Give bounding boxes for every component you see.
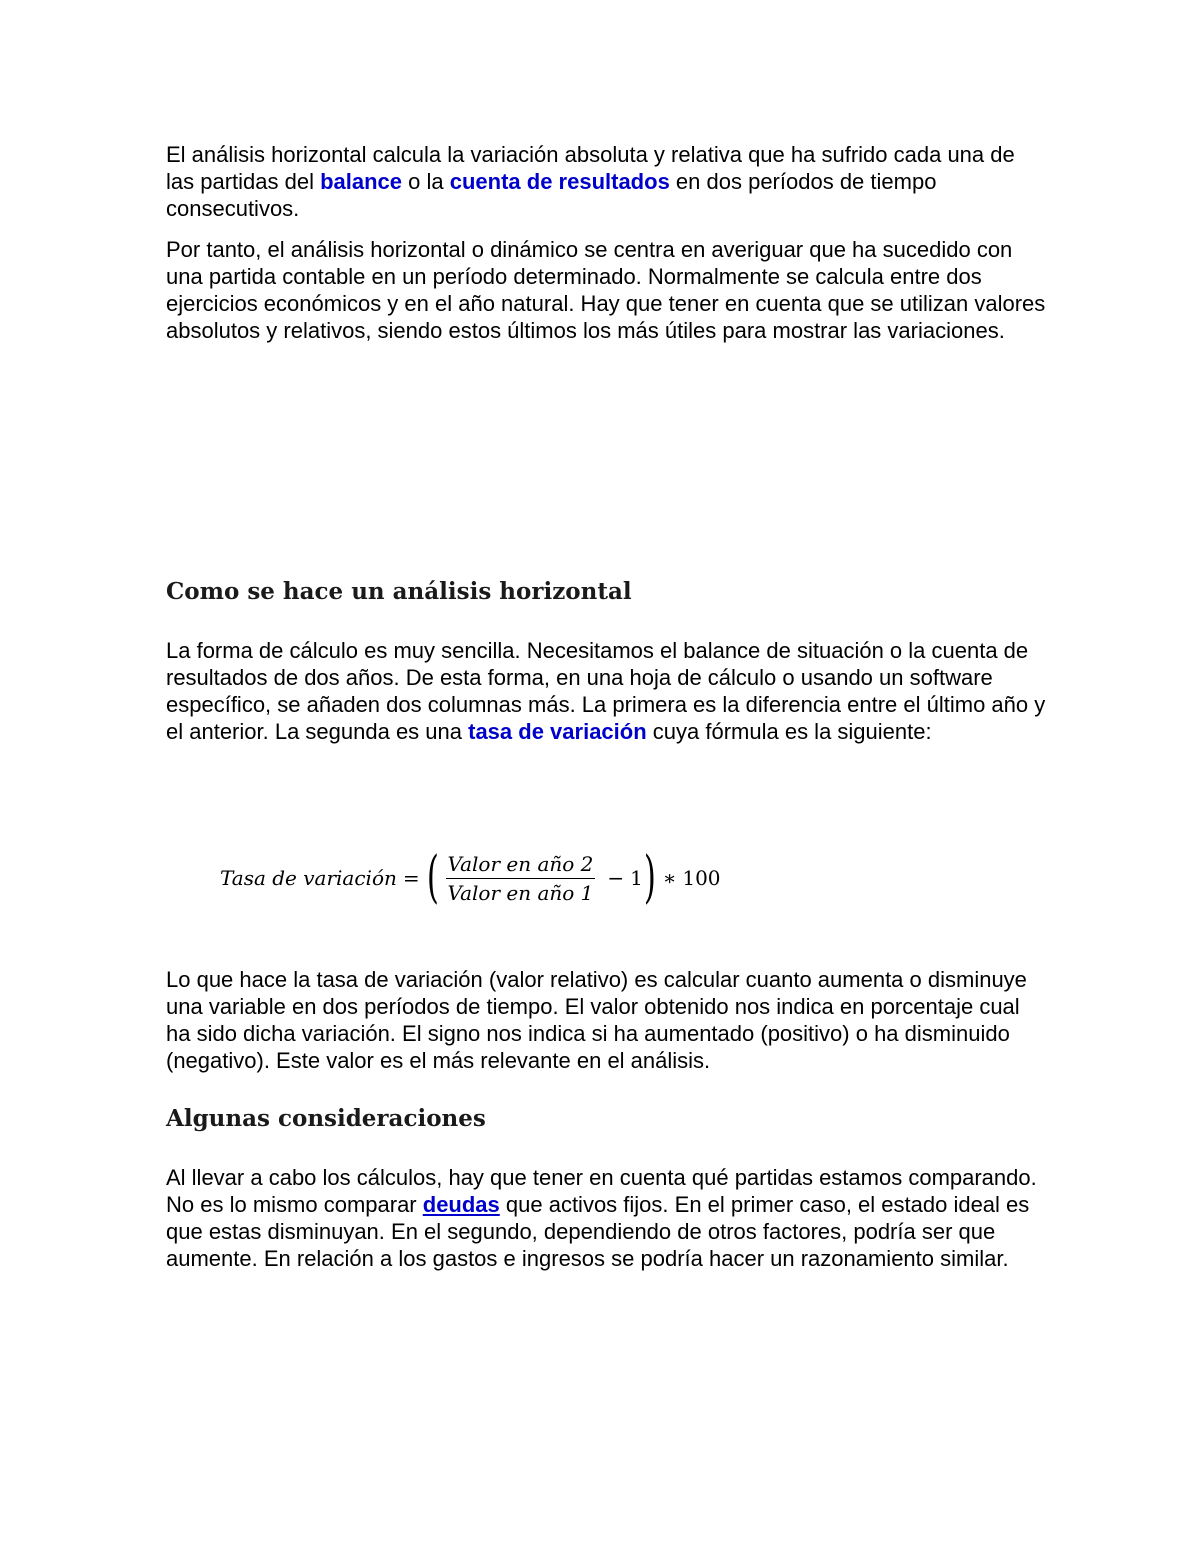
paragraph-text: cuya fórmula es la siguiente: bbox=[646, 719, 932, 744]
paragraph-text: o la bbox=[402, 169, 450, 194]
paragraph-text: Lo que hace la tasa de variación (valor relativo) es calcular cuanto aumenta o disminuye una variable en dos períodos de tiempo. El valor obtenido nos indica en porcentaje cual ha sido dicha variación. El signo nos indica si ha aumentado (positivo) o ha disminuido (negativo). Este valor es el más relevante en el análisis. bbox=[166, 967, 1027, 1073]
formula-numerator: Valor en año 2 bbox=[446, 852, 596, 879]
formula-one: 1 bbox=[630, 866, 643, 890]
paragraph-text: que activos fijos. En el primer caso, el estado ideal es que estas disminuyan. En el segundo, dependiendo de otros factores, podría ser que aumente. En relación a los gastos e ingresos se podría hacer un razonamiento similar. bbox=[166, 1192, 1030, 1271]
paragraph-text: La forma de cálculo es muy sencilla. Necesitamos el balance de situación o la cuenta de resultados de dos años. De esta forma, en una hoja de cálculo o usando un software específico, se añaden dos columnas más. La primera es la diferencia entre el último año y el anterior. La segunda es una bbox=[166, 638, 1046, 744]
formula-lhs: Tasa de variación bbox=[220, 866, 397, 890]
formula-tasa-de-variacion bbox=[220, 846, 721, 910]
formula-minus: − bbox=[607, 866, 625, 890]
paragraph-text: El análisis horizontal calcula la variación absoluta y relativa que ha sufrido cada una de las partidas del bbox=[166, 142, 1015, 194]
formula-equals: = bbox=[402, 866, 420, 890]
paragraph-intro bbox=[166, 141, 1046, 222]
paragraph-lo-que-hace bbox=[166, 966, 1046, 1074]
paragraph-al-llevar bbox=[166, 1164, 1046, 1272]
paragraph-text: Por tanto, el análisis horizontal o dinámico se centra en averiguar que ha sucedido con una partida contable en un período determinado. Normalmente se calcula entre dos ejercicios económicos y en el año natural. Hay que tener en cuenta que se utilizan valores absolutos y relativos, siendo estos últimos los más útiles para mostrar las variaciones. bbox=[166, 237, 1046, 343]
paragraph-text: en dos períodos de tiempo consecutivos. bbox=[166, 169, 937, 221]
formula-fraction bbox=[446, 852, 596, 905]
formula-close-paren: ) bbox=[643, 845, 656, 910]
link-tasa-de-variacion[interactable]: tasa de variación bbox=[468, 719, 647, 744]
heading-como-se-hace: Como se hace un análisis horizontal bbox=[166, 578, 632, 605]
paragraph-por-tanto bbox=[166, 236, 1046, 344]
formula-denominator: Valor en año 1 bbox=[447, 880, 594, 905]
formula-open-paren: ( bbox=[426, 845, 439, 910]
paragraph-forma-de-calculo bbox=[166, 637, 1046, 745]
formula-times: ∗ bbox=[662, 866, 677, 890]
link-balance[interactable]: balance bbox=[320, 169, 403, 194]
link-cuenta-de-resultados[interactable]: cuenta de resultados bbox=[449, 169, 670, 194]
paragraph-text: Al llevar a cabo los cálculos, hay que tener en cuenta qué partidas estamos comparando. No es lo mismo comparar bbox=[166, 1165, 1037, 1217]
link-deudas[interactable]: deudas bbox=[422, 1192, 500, 1217]
formula-hundred: 100 bbox=[682, 866, 721, 890]
heading-algunas-consideraciones: Algunas consideraciones bbox=[166, 1105, 486, 1132]
